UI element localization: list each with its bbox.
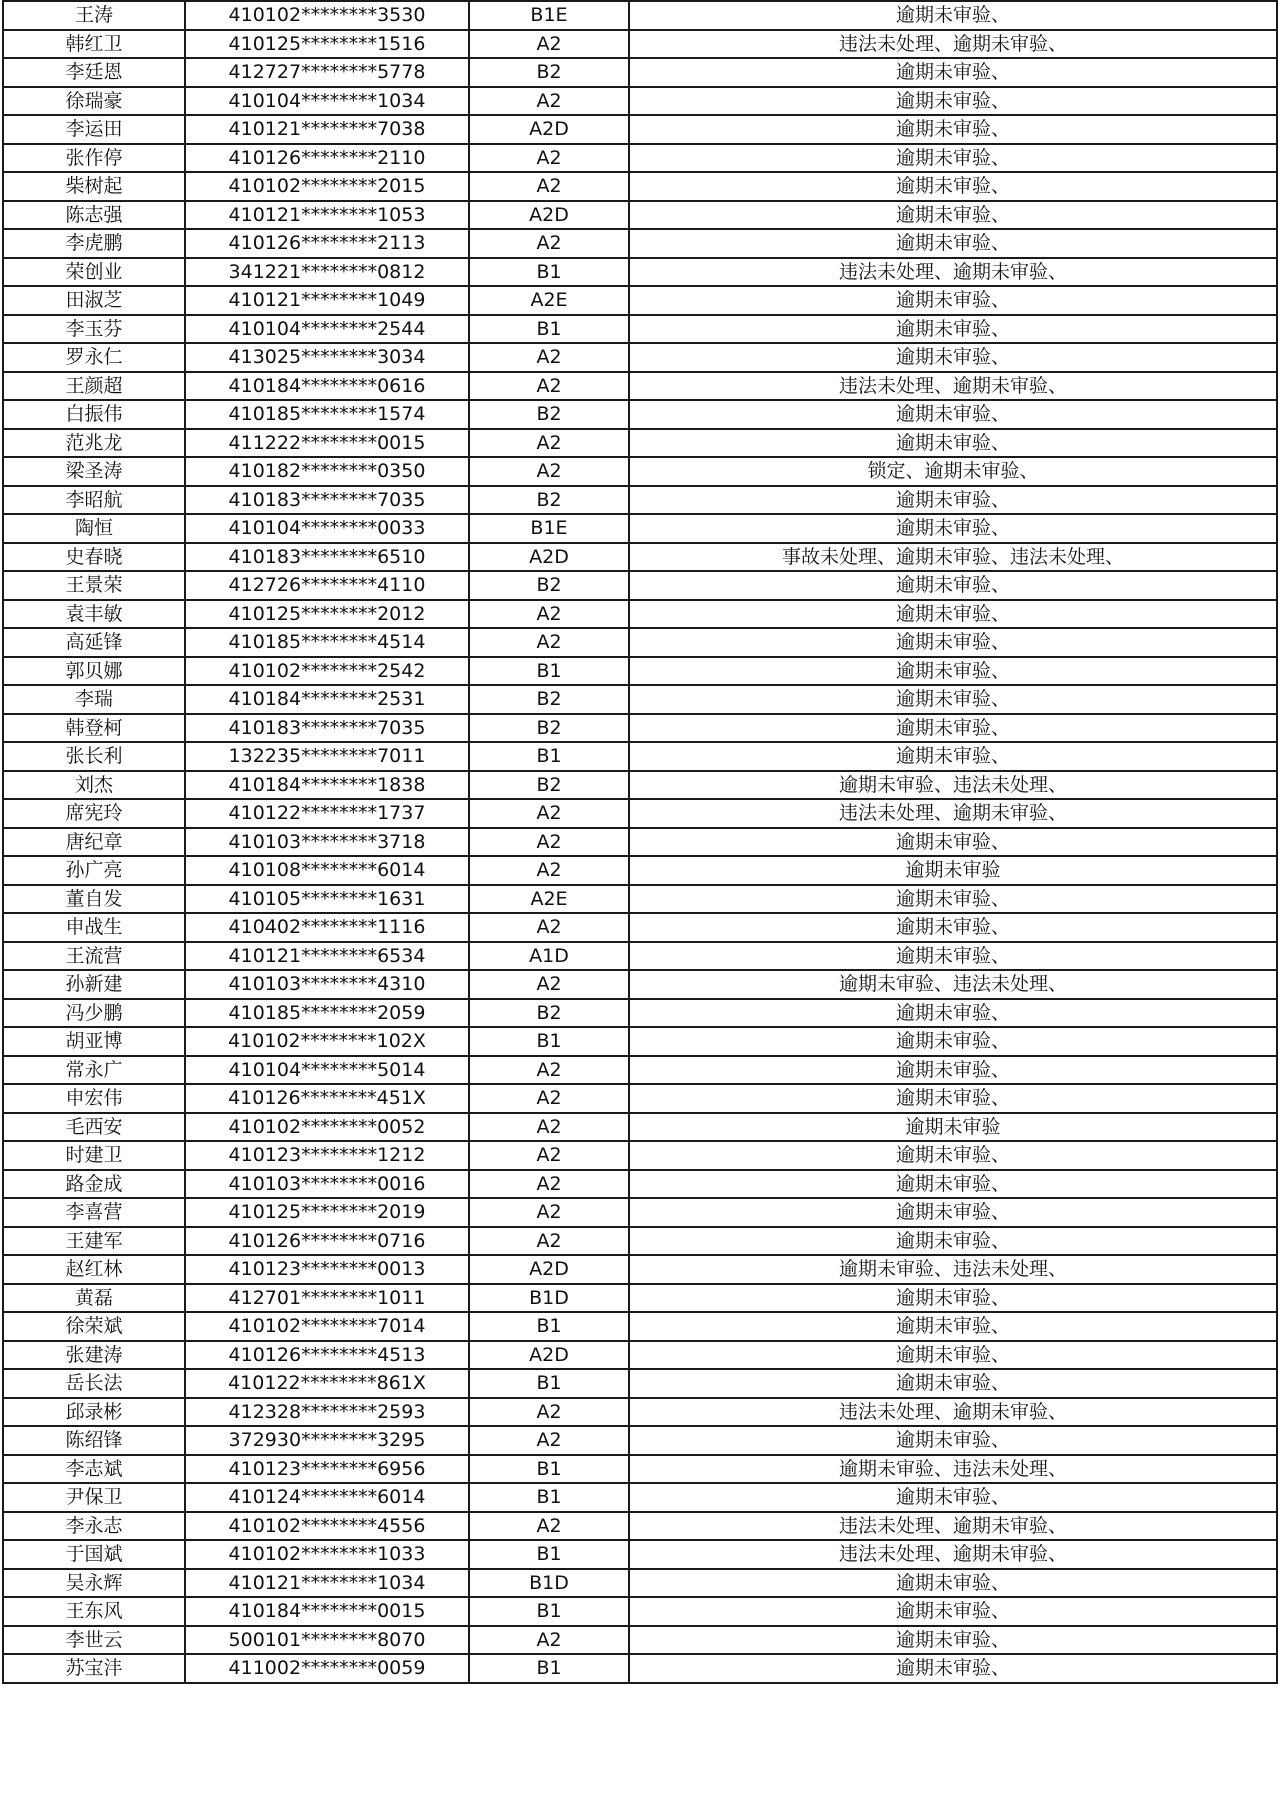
driver-name-cell: 范兆龙 — [3, 429, 185, 458]
driver-name-cell: 王东风 — [3, 1597, 185, 1626]
id-number-cell: 412727********5778 — [185, 58, 469, 87]
license-class-cell: A2E — [469, 885, 629, 914]
status-cell: 逾期未审验、 — [629, 1227, 1277, 1256]
license-class-cell: A2 — [469, 372, 629, 401]
table-row — [3, 1312, 1277, 1341]
status-cell: 逾期未审验、 — [629, 1569, 1277, 1598]
table-row — [3, 970, 1277, 999]
table-row — [3, 1597, 1277, 1626]
status-cell: 逾期未审验、 — [629, 942, 1277, 971]
status-cell: 事故未处理、逾期未审验、违法未处理、 — [629, 543, 1277, 572]
driver-name-cell: 时建卫 — [3, 1141, 185, 1170]
table-row — [3, 400, 1277, 429]
driver-name-cell: 李志斌 — [3, 1455, 185, 1484]
license-roster-table — [2, 0, 1278, 1684]
status-cell: 逾期未审验、 — [629, 600, 1277, 629]
status-cell: 逾期未审验、 — [629, 657, 1277, 686]
status-cell: 逾期未审验、 — [629, 1426, 1277, 1455]
driver-name-cell: 常永广 — [3, 1056, 185, 1085]
id-number-cell: 410123********1212 — [185, 1141, 469, 1170]
driver-name-cell: 李喜营 — [3, 1198, 185, 1227]
license-class-cell: B1 — [469, 1369, 629, 1398]
driver-name-cell: 陈志强 — [3, 201, 185, 230]
status-cell: 逾期未审验、 — [629, 1597, 1277, 1626]
table-row — [3, 1198, 1277, 1227]
license-class-cell: B2 — [469, 714, 629, 743]
status-cell: 逾期未审验、 — [629, 714, 1277, 743]
table-row — [3, 828, 1277, 857]
driver-name-cell: 王建军 — [3, 1227, 185, 1256]
driver-name-cell: 袁丰敏 — [3, 600, 185, 629]
driver-name-cell: 邱录彬 — [3, 1398, 185, 1427]
status-cell: 逾期未审验、 — [629, 144, 1277, 173]
status-cell: 锁定、逾期未审验、 — [629, 457, 1277, 486]
license-class-cell: A2D — [469, 201, 629, 230]
driver-name-cell: 赵红林 — [3, 1255, 185, 1284]
license-class-cell: A2 — [469, 87, 629, 116]
license-class-cell: A2 — [469, 1227, 629, 1256]
status-cell: 逾期未审验、 — [629, 1369, 1277, 1398]
license-class-cell: A2 — [469, 856, 629, 885]
driver-name-cell: 陶恒 — [3, 514, 185, 543]
table-row — [3, 1113, 1277, 1142]
table-row — [3, 514, 1277, 543]
status-cell: 逾期未审验、 — [629, 1284, 1277, 1313]
driver-name-cell: 胡亚博 — [3, 1027, 185, 1056]
table-row — [3, 343, 1277, 372]
driver-name-cell: 田淑芝 — [3, 286, 185, 315]
id-number-cell: 411002********0059 — [185, 1654, 469, 1683]
table-row — [3, 1654, 1277, 1683]
status-cell: 逾期未审验、 — [629, 343, 1277, 372]
driver-name-cell: 申战生 — [3, 913, 185, 942]
driver-name-cell: 唐纪章 — [3, 828, 185, 857]
table-row — [3, 372, 1277, 401]
status-cell: 违法未处理、逾期未审验、 — [629, 1512, 1277, 1541]
license-class-cell: A2 — [469, 1512, 629, 1541]
table-row — [3, 1426, 1277, 1455]
status-cell: 逾期未审验、 — [629, 828, 1277, 857]
table-row — [3, 1398, 1277, 1427]
status-cell: 逾期未审验、 — [629, 1, 1277, 30]
table-row — [3, 1284, 1277, 1313]
license-class-cell: B1D — [469, 1569, 629, 1598]
table-row — [3, 258, 1277, 287]
status-cell: 逾期未审验、 — [629, 571, 1277, 600]
id-number-cell: 410104********1034 — [185, 87, 469, 116]
license-class-cell: A2D — [469, 543, 629, 572]
status-cell: 逾期未审验、 — [629, 286, 1277, 315]
table-row — [3, 685, 1277, 714]
license-class-cell: A2 — [469, 970, 629, 999]
id-number-cell: 410185********4514 — [185, 628, 469, 657]
status-cell: 违法未处理、逾期未审验、 — [629, 799, 1277, 828]
id-number-cell: 410126********2113 — [185, 229, 469, 258]
id-number-cell: 410103********4310 — [185, 970, 469, 999]
status-cell: 违法未处理、逾期未审验、 — [629, 372, 1277, 401]
driver-name-cell: 李永志 — [3, 1512, 185, 1541]
license-class-cell: B2 — [469, 58, 629, 87]
driver-name-cell: 冯少鹏 — [3, 999, 185, 1028]
table-row — [3, 885, 1277, 914]
table-row — [3, 657, 1277, 686]
driver-name-cell: 柴树起 — [3, 172, 185, 201]
driver-name-cell: 李昭航 — [3, 486, 185, 515]
id-number-cell: 410126********451X — [185, 1084, 469, 1113]
table-row — [3, 486, 1277, 515]
table-row — [3, 1455, 1277, 1484]
id-number-cell: 410102********3530 — [185, 1, 469, 30]
license-class-cell: A2 — [469, 828, 629, 857]
driver-name-cell: 李运田 — [3, 115, 185, 144]
id-number-cell: 341221********0812 — [185, 258, 469, 287]
id-number-cell: 410184********1838 — [185, 771, 469, 800]
license-class-cell: A2D — [469, 115, 629, 144]
status-cell: 逾期未审验、 — [629, 172, 1277, 201]
table-row — [3, 172, 1277, 201]
driver-name-cell: 苏宝沣 — [3, 1654, 185, 1683]
id-number-cell: 410102********1033 — [185, 1540, 469, 1569]
id-number-cell: 410185********2059 — [185, 999, 469, 1028]
license-class-cell: B1 — [469, 1027, 629, 1056]
id-number-cell: 410126********4513 — [185, 1341, 469, 1370]
id-number-cell: 410102********7014 — [185, 1312, 469, 1341]
table-row — [3, 571, 1277, 600]
id-number-cell: 500101********8070 — [185, 1626, 469, 1655]
table-row — [3, 799, 1277, 828]
driver-name-cell: 郭贝娜 — [3, 657, 185, 686]
table-row — [3, 771, 1277, 800]
license-class-cell: B1 — [469, 657, 629, 686]
table-row — [3, 1540, 1277, 1569]
license-class-cell: A2 — [469, 1113, 629, 1142]
license-class-cell: A2 — [469, 144, 629, 173]
id-number-cell: 410184********0616 — [185, 372, 469, 401]
table-row — [3, 714, 1277, 743]
id-number-cell: 410123********0013 — [185, 1255, 469, 1284]
id-number-cell: 411222********0015 — [185, 429, 469, 458]
license-class-cell: A2 — [469, 1398, 629, 1427]
driver-name-cell: 路金成 — [3, 1170, 185, 1199]
driver-name-cell: 孙新建 — [3, 970, 185, 999]
id-number-cell: 410121********6534 — [185, 942, 469, 971]
table-row — [3, 1, 1277, 30]
license-class-cell: A2 — [469, 1056, 629, 1085]
roster-sheet — [2, 0, 1276, 1684]
driver-name-cell: 李世云 — [3, 1626, 185, 1655]
id-number-cell: 410182********0350 — [185, 457, 469, 486]
license-class-cell: B1 — [469, 1312, 629, 1341]
id-number-cell: 410125********2012 — [185, 600, 469, 629]
table-row — [3, 30, 1277, 59]
id-number-cell: 410108********6014 — [185, 856, 469, 885]
license-class-cell: B1D — [469, 1284, 629, 1313]
table-row — [3, 315, 1277, 344]
id-number-cell: 410103********0016 — [185, 1170, 469, 1199]
license-class-cell: A2 — [469, 172, 629, 201]
status-cell: 逾期未审验、 — [629, 1341, 1277, 1370]
status-cell: 逾期未审验、 — [629, 999, 1277, 1028]
id-number-cell: 410121********1034 — [185, 1569, 469, 1598]
table-row — [3, 628, 1277, 657]
id-number-cell: 410121********1049 — [185, 286, 469, 315]
driver-name-cell: 史春晓 — [3, 543, 185, 572]
id-number-cell: 410125********1516 — [185, 30, 469, 59]
id-number-cell: 410123********6956 — [185, 1455, 469, 1484]
table-row — [3, 1027, 1277, 1056]
status-cell: 逾期未审验、 — [629, 201, 1277, 230]
license-class-cell: A2 — [469, 229, 629, 258]
status-cell: 逾期未审验、 — [629, 1056, 1277, 1085]
status-cell: 逾期未审验、 — [629, 628, 1277, 657]
status-cell: 逾期未审验、 — [629, 1198, 1277, 1227]
status-cell: 逾期未审验、违法未处理、 — [629, 771, 1277, 800]
license-class-cell: B1 — [469, 1654, 629, 1683]
table-row — [3, 600, 1277, 629]
status-cell: 逾期未审验、 — [629, 315, 1277, 344]
id-number-cell: 410125********2019 — [185, 1198, 469, 1227]
driver-name-cell: 张长利 — [3, 742, 185, 771]
driver-name-cell: 毛西安 — [3, 1113, 185, 1142]
license-class-cell: A2 — [469, 799, 629, 828]
table-row — [3, 856, 1277, 885]
license-class-cell: B2 — [469, 771, 629, 800]
license-class-cell: B2 — [469, 999, 629, 1028]
status-cell: 逾期未审验、 — [629, 913, 1277, 942]
table-row — [3, 429, 1277, 458]
table-row — [3, 999, 1277, 1028]
status-cell: 逾期未审验、 — [629, 1170, 1277, 1199]
driver-name-cell: 白振伟 — [3, 400, 185, 429]
license-class-cell: A2D — [469, 1255, 629, 1284]
license-class-cell: A2D — [469, 1341, 629, 1370]
license-class-cell: B1 — [469, 1483, 629, 1512]
license-class-cell: A2E — [469, 286, 629, 315]
driver-name-cell: 陈绍锋 — [3, 1426, 185, 1455]
status-cell: 违法未处理、逾期未审验、 — [629, 1540, 1277, 1569]
table-row — [3, 1483, 1277, 1512]
id-number-cell: 410102********0052 — [185, 1113, 469, 1142]
id-number-cell: 410102********102X — [185, 1027, 469, 1056]
license-class-cell: A2 — [469, 600, 629, 629]
driver-name-cell: 席宪玲 — [3, 799, 185, 828]
driver-name-cell: 梁圣涛 — [3, 457, 185, 486]
table-row — [3, 1626, 1277, 1655]
license-class-cell: B2 — [469, 400, 629, 429]
table-row — [3, 87, 1277, 116]
id-number-cell: 410126********2110 — [185, 144, 469, 173]
status-cell: 逾期未审验、 — [629, 1626, 1277, 1655]
table-row — [3, 742, 1277, 771]
table-row — [3, 1512, 1277, 1541]
status-cell: 逾期未审验、 — [629, 1084, 1277, 1113]
id-number-cell: 412726********4110 — [185, 571, 469, 600]
status-cell: 逾期未审验、违法未处理、 — [629, 970, 1277, 999]
status-cell: 逾期未审验、 — [629, 885, 1277, 914]
id-number-cell: 410104********5014 — [185, 1056, 469, 1085]
license-class-cell: B2 — [469, 685, 629, 714]
status-cell: 逾期未审验、 — [629, 742, 1277, 771]
id-number-cell: 410105********1631 — [185, 885, 469, 914]
driver-name-cell: 张建涛 — [3, 1341, 185, 1370]
id-number-cell: 410103********3718 — [185, 828, 469, 857]
driver-name-cell: 王涛 — [3, 1, 185, 30]
id-number-cell: 410121********7038 — [185, 115, 469, 144]
license-class-cell: A2 — [469, 429, 629, 458]
license-class-cell: A2 — [469, 913, 629, 942]
license-class-cell: B1 — [469, 315, 629, 344]
license-class-cell: A2 — [469, 30, 629, 59]
status-cell: 逾期未审验 — [629, 1113, 1277, 1142]
license-class-cell: A2 — [469, 1141, 629, 1170]
status-cell: 逾期未审验、 — [629, 429, 1277, 458]
license-class-cell: B1 — [469, 1455, 629, 1484]
table-row — [3, 1056, 1277, 1085]
id-number-cell: 410185********1574 — [185, 400, 469, 429]
driver-name-cell: 吴永辉 — [3, 1569, 185, 1598]
driver-name-cell: 王颜超 — [3, 372, 185, 401]
status-cell: 逾期未审验、 — [629, 58, 1277, 87]
status-cell: 逾期未审验、 — [629, 1654, 1277, 1683]
id-number-cell: 410102********4556 — [185, 1512, 469, 1541]
status-cell: 逾期未审验、违法未处理、 — [629, 1255, 1277, 1284]
id-number-cell: 410183********6510 — [185, 543, 469, 572]
table-row — [3, 1569, 1277, 1598]
license-class-cell: A2 — [469, 628, 629, 657]
status-cell: 逾期未审验、 — [629, 1027, 1277, 1056]
status-cell: 逾期未审验、 — [629, 486, 1277, 515]
driver-name-cell: 岳长法 — [3, 1369, 185, 1398]
driver-name-cell: 韩红卫 — [3, 30, 185, 59]
driver-name-cell: 李廷恩 — [3, 58, 185, 87]
id-number-cell: 410122********1737 — [185, 799, 469, 828]
table-row — [3, 1341, 1277, 1370]
id-number-cell: 413025********3034 — [185, 343, 469, 372]
roster-body — [3, 1, 1277, 1683]
status-cell: 逾期未审验、 — [629, 1141, 1277, 1170]
license-class-cell: A1D — [469, 942, 629, 971]
driver-name-cell: 董自发 — [3, 885, 185, 914]
license-class-cell: A2 — [469, 457, 629, 486]
status-cell: 违法未处理、逾期未审验、 — [629, 258, 1277, 287]
table-row — [3, 543, 1277, 572]
license-class-cell: B1 — [469, 742, 629, 771]
id-number-cell: 412328********2593 — [185, 1398, 469, 1427]
id-number-cell: 410102********2542 — [185, 657, 469, 686]
status-cell: 逾期未审验、 — [629, 514, 1277, 543]
license-class-cell: A2 — [469, 343, 629, 372]
status-cell: 逾期未审验、 — [629, 1483, 1277, 1512]
id-number-cell: 132235********7011 — [185, 742, 469, 771]
status-cell: 逾期未审验、 — [629, 87, 1277, 116]
driver-name-cell: 王流营 — [3, 942, 185, 971]
id-number-cell: 410121********1053 — [185, 201, 469, 230]
status-cell: 逾期未审验、违法未处理、 — [629, 1455, 1277, 1484]
driver-name-cell: 刘杰 — [3, 771, 185, 800]
status-cell: 逾期未审验 — [629, 856, 1277, 885]
table-row — [3, 457, 1277, 486]
driver-name-cell: 罗永仁 — [3, 343, 185, 372]
status-cell: 逾期未审验、 — [629, 1312, 1277, 1341]
table-row — [3, 115, 1277, 144]
driver-name-cell: 王景荣 — [3, 571, 185, 600]
driver-name-cell: 高延锋 — [3, 628, 185, 657]
table-row — [3, 1227, 1277, 1256]
license-class-cell: A2 — [469, 1170, 629, 1199]
license-class-cell: A2 — [469, 1626, 629, 1655]
driver-name-cell: 申宏伟 — [3, 1084, 185, 1113]
driver-name-cell: 李玉芬 — [3, 315, 185, 344]
license-class-cell: B1E — [469, 514, 629, 543]
table-row — [3, 942, 1277, 971]
table-row — [3, 286, 1277, 315]
status-cell: 逾期未审验、 — [629, 685, 1277, 714]
status-cell: 违法未处理、逾期未审验、 — [629, 1398, 1277, 1427]
status-cell: 逾期未审验、 — [629, 400, 1277, 429]
license-class-cell: B1 — [469, 1540, 629, 1569]
license-class-cell: B1 — [469, 1597, 629, 1626]
driver-name-cell: 荣创业 — [3, 258, 185, 287]
status-cell: 违法未处理、逾期未审验、 — [629, 30, 1277, 59]
license-class-cell: A2 — [469, 1084, 629, 1113]
table-row — [3, 1255, 1277, 1284]
id-number-cell: 410104********0033 — [185, 514, 469, 543]
id-number-cell: 410184********0015 — [185, 1597, 469, 1626]
table-row — [3, 1141, 1277, 1170]
id-number-cell: 410102********2015 — [185, 172, 469, 201]
driver-name-cell: 黄磊 — [3, 1284, 185, 1313]
license-class-cell: A2 — [469, 1426, 629, 1455]
status-cell: 逾期未审验、 — [629, 229, 1277, 258]
license-class-cell: A2 — [469, 1198, 629, 1227]
id-number-cell: 372930********3295 — [185, 1426, 469, 1455]
driver-name-cell: 孙广亮 — [3, 856, 185, 885]
license-class-cell: B2 — [469, 571, 629, 600]
id-number-cell: 410122********861X — [185, 1369, 469, 1398]
table-row — [3, 1084, 1277, 1113]
license-class-cell: B2 — [469, 486, 629, 515]
driver-name-cell: 李瑞 — [3, 685, 185, 714]
id-number-cell: 412701********1011 — [185, 1284, 469, 1313]
driver-name-cell: 张作停 — [3, 144, 185, 173]
license-class-cell: B1 — [469, 258, 629, 287]
status-cell: 逾期未审验、 — [629, 115, 1277, 144]
id-number-cell: 410402********1116 — [185, 913, 469, 942]
id-number-cell: 410184********2531 — [185, 685, 469, 714]
table-row — [3, 229, 1277, 258]
table-row — [3, 144, 1277, 173]
driver-name-cell: 徐瑞豪 — [3, 87, 185, 116]
table-row — [3, 1170, 1277, 1199]
id-number-cell: 410126********0716 — [185, 1227, 469, 1256]
table-row — [3, 201, 1277, 230]
driver-name-cell: 于国斌 — [3, 1540, 185, 1569]
id-number-cell: 410183********7035 — [185, 486, 469, 515]
driver-name-cell: 韩登柯 — [3, 714, 185, 743]
table-row — [3, 913, 1277, 942]
table-row — [3, 58, 1277, 87]
id-number-cell: 410124********6014 — [185, 1483, 469, 1512]
id-number-cell: 410104********2544 — [185, 315, 469, 344]
table-row — [3, 1369, 1277, 1398]
driver-name-cell: 尹保卫 — [3, 1483, 185, 1512]
driver-name-cell: 徐荣斌 — [3, 1312, 185, 1341]
license-class-cell: B1E — [469, 1, 629, 30]
id-number-cell: 410183********7035 — [185, 714, 469, 743]
driver-name-cell: 李虎鹏 — [3, 229, 185, 258]
